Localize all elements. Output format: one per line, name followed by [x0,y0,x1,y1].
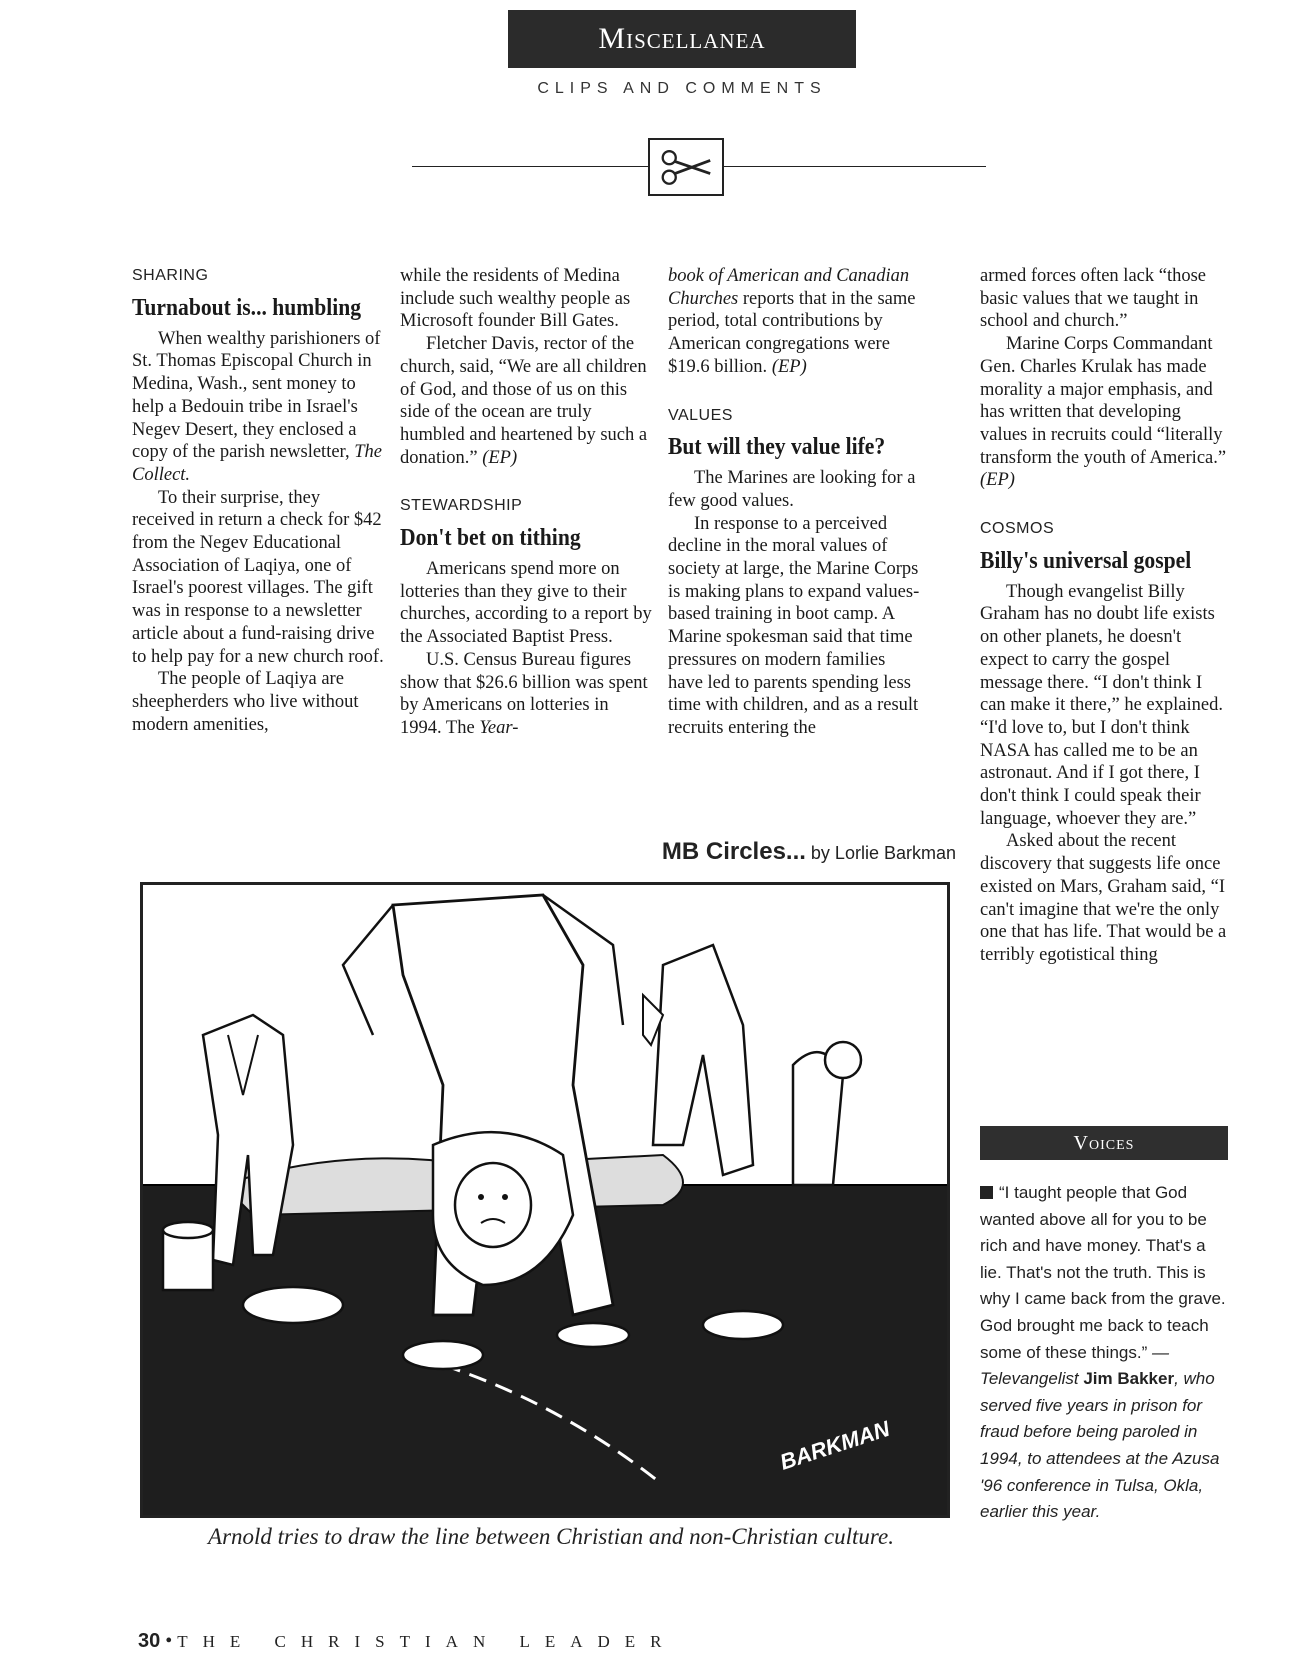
column-4 [980,265,1232,967]
article-paragraph: while the residents of Medina include such wealthy people as Microsoft founder Bill Gates. [400,266,631,332]
publication-name: THE CHRISTIAN LEADER [177,1632,677,1651]
quote-speaker: Jim Bakker [1083,1369,1175,1389]
voices-header: Voices [980,1126,1228,1160]
article-paragraph: Marine Corps Commandant Gen. Charles Krulak has made morality a major emphasis, and has written that developing values in recruits could “literally transform the youth of America.” (EP) [980,334,1227,491]
cartoon-caption: Arnold tries to draw the line between Christian and non-Christian culture. [208,1524,894,1549]
headline-value-life: But will they value life? [668,434,886,461]
headline-universal-gospel: Billy's universal gospel [980,547,1192,574]
article-paragraph: book of American and Canadian Churches reports that in the same period, total contributions by American congregations were $19.6 billion. (EP) [668,266,916,377]
section-masthead: Miscellanea [508,10,856,68]
kicker-stewardship: STEWARDSHIP [400,497,523,515]
article-paragraph: U.S. Census Bureau figures show that $26.6 billion was spent by Americans on lotteries in 1994. The Year- [400,649,648,738]
cartoon-title [600,838,956,866]
divider-rule-right [724,166,986,167]
column-2 [400,265,652,740]
voices-quote: “I taught people that God wanted above all for you to be rich and have money. That's a lie. That's not the truth. This is why I came back from the grave. God brought me back to teach some of these things.” —Televangelist Jim Bakker, who served five years in prison for fraud before being paroled in 1994, to attendees at the Azusa '96 conference in Tulsa, Okla, earlier this year. [980,1183,1226,1522]
cartoon-byline: by Lorlie Barkman [805,843,956,863]
column-3 [668,265,920,740]
headline-tithing: Don't bet on tithing [400,525,581,552]
article-paragraph: armed forces often lack “those basic values that we taught in school and church.” [980,266,1207,332]
square-bullet-icon [980,1186,993,1199]
page-footer: 30 • THE CHRISTIAN LEADER [138,1630,677,1652]
article-paragraph: The people of Laqiya are sheepherders who live without modern amenities, [132,669,359,735]
kicker-values: VALUES [668,406,733,424]
cartoon-signature: BARKMAN [776,1415,893,1475]
article-paragraph: Fletcher Davis, rector of the church, said, “We are all children of God, and those of us on this side of the ocean are truly humbled and heartened by such a donation.” (EP) [400,334,648,468]
kicker-sharing: SHARING [132,267,209,284]
article-paragraph: To their surprise, they received in return a check for $42 from the Negev Educational Association of Laqiya, one of Israel's poorest villages. The gift was in response to a newsletter article about a fund-raising drive to help pay for a new church roof. [132,487,384,667]
article-paragraph: In response to a perceived decline in the moral values of society at large, the Marine Corps is making plans to expand values-based training in boot camp. A Marine spokesman said that time pressures on modern families have led to parents spending less time with children, and as a result recruits entering the [668,513,920,738]
cartoon-series: MB Circles... [661,838,806,865]
column-1 [132,265,384,736]
headline-turnabout: Turnabout is... humbling [132,294,362,321]
article-paragraph: When wealthy parishioners of St. Thomas Episcopal Church in Medina, Wash., sent money to help a Bedouin tribe in Israel's Negev Desert, they enclosed a copy of the parish newsletter, The Collect. [132,328,382,485]
scissors-icon [648,138,724,196]
section-subtitle: CLIPS AND COMMENTS [537,80,827,97]
kicker-cosmos: COSMOS [980,520,1055,538]
article-paragraph: The Marines are looking for a few good values. [668,468,916,511]
article-paragraph: Asked about the recent discovery that suggests life once existed on Mars, Graham said, “I can't imagine that we're the only one that has life. That would be a terribly egotistical thing [980,831,1227,965]
page-number: 30 [138,1630,161,1652]
article-paragraph: Americans spend more on lotteries than they give to their churches, according to a report by the Associated Baptist Press. [400,559,652,648]
divider-rule-left [412,166,648,167]
cartoon-illustration [140,882,950,1518]
article-paragraph: Though evangelist Billy Graham has no doubt life exists on other planets, he doesn't expect to carry the gospel message there. “I don't think I can make it there,” he explained. “I'd love to, but I don't think NASA has called me to be an astronaut. And if I got there, I don't think I could speak their language, whoever they are.” [980,581,1223,829]
